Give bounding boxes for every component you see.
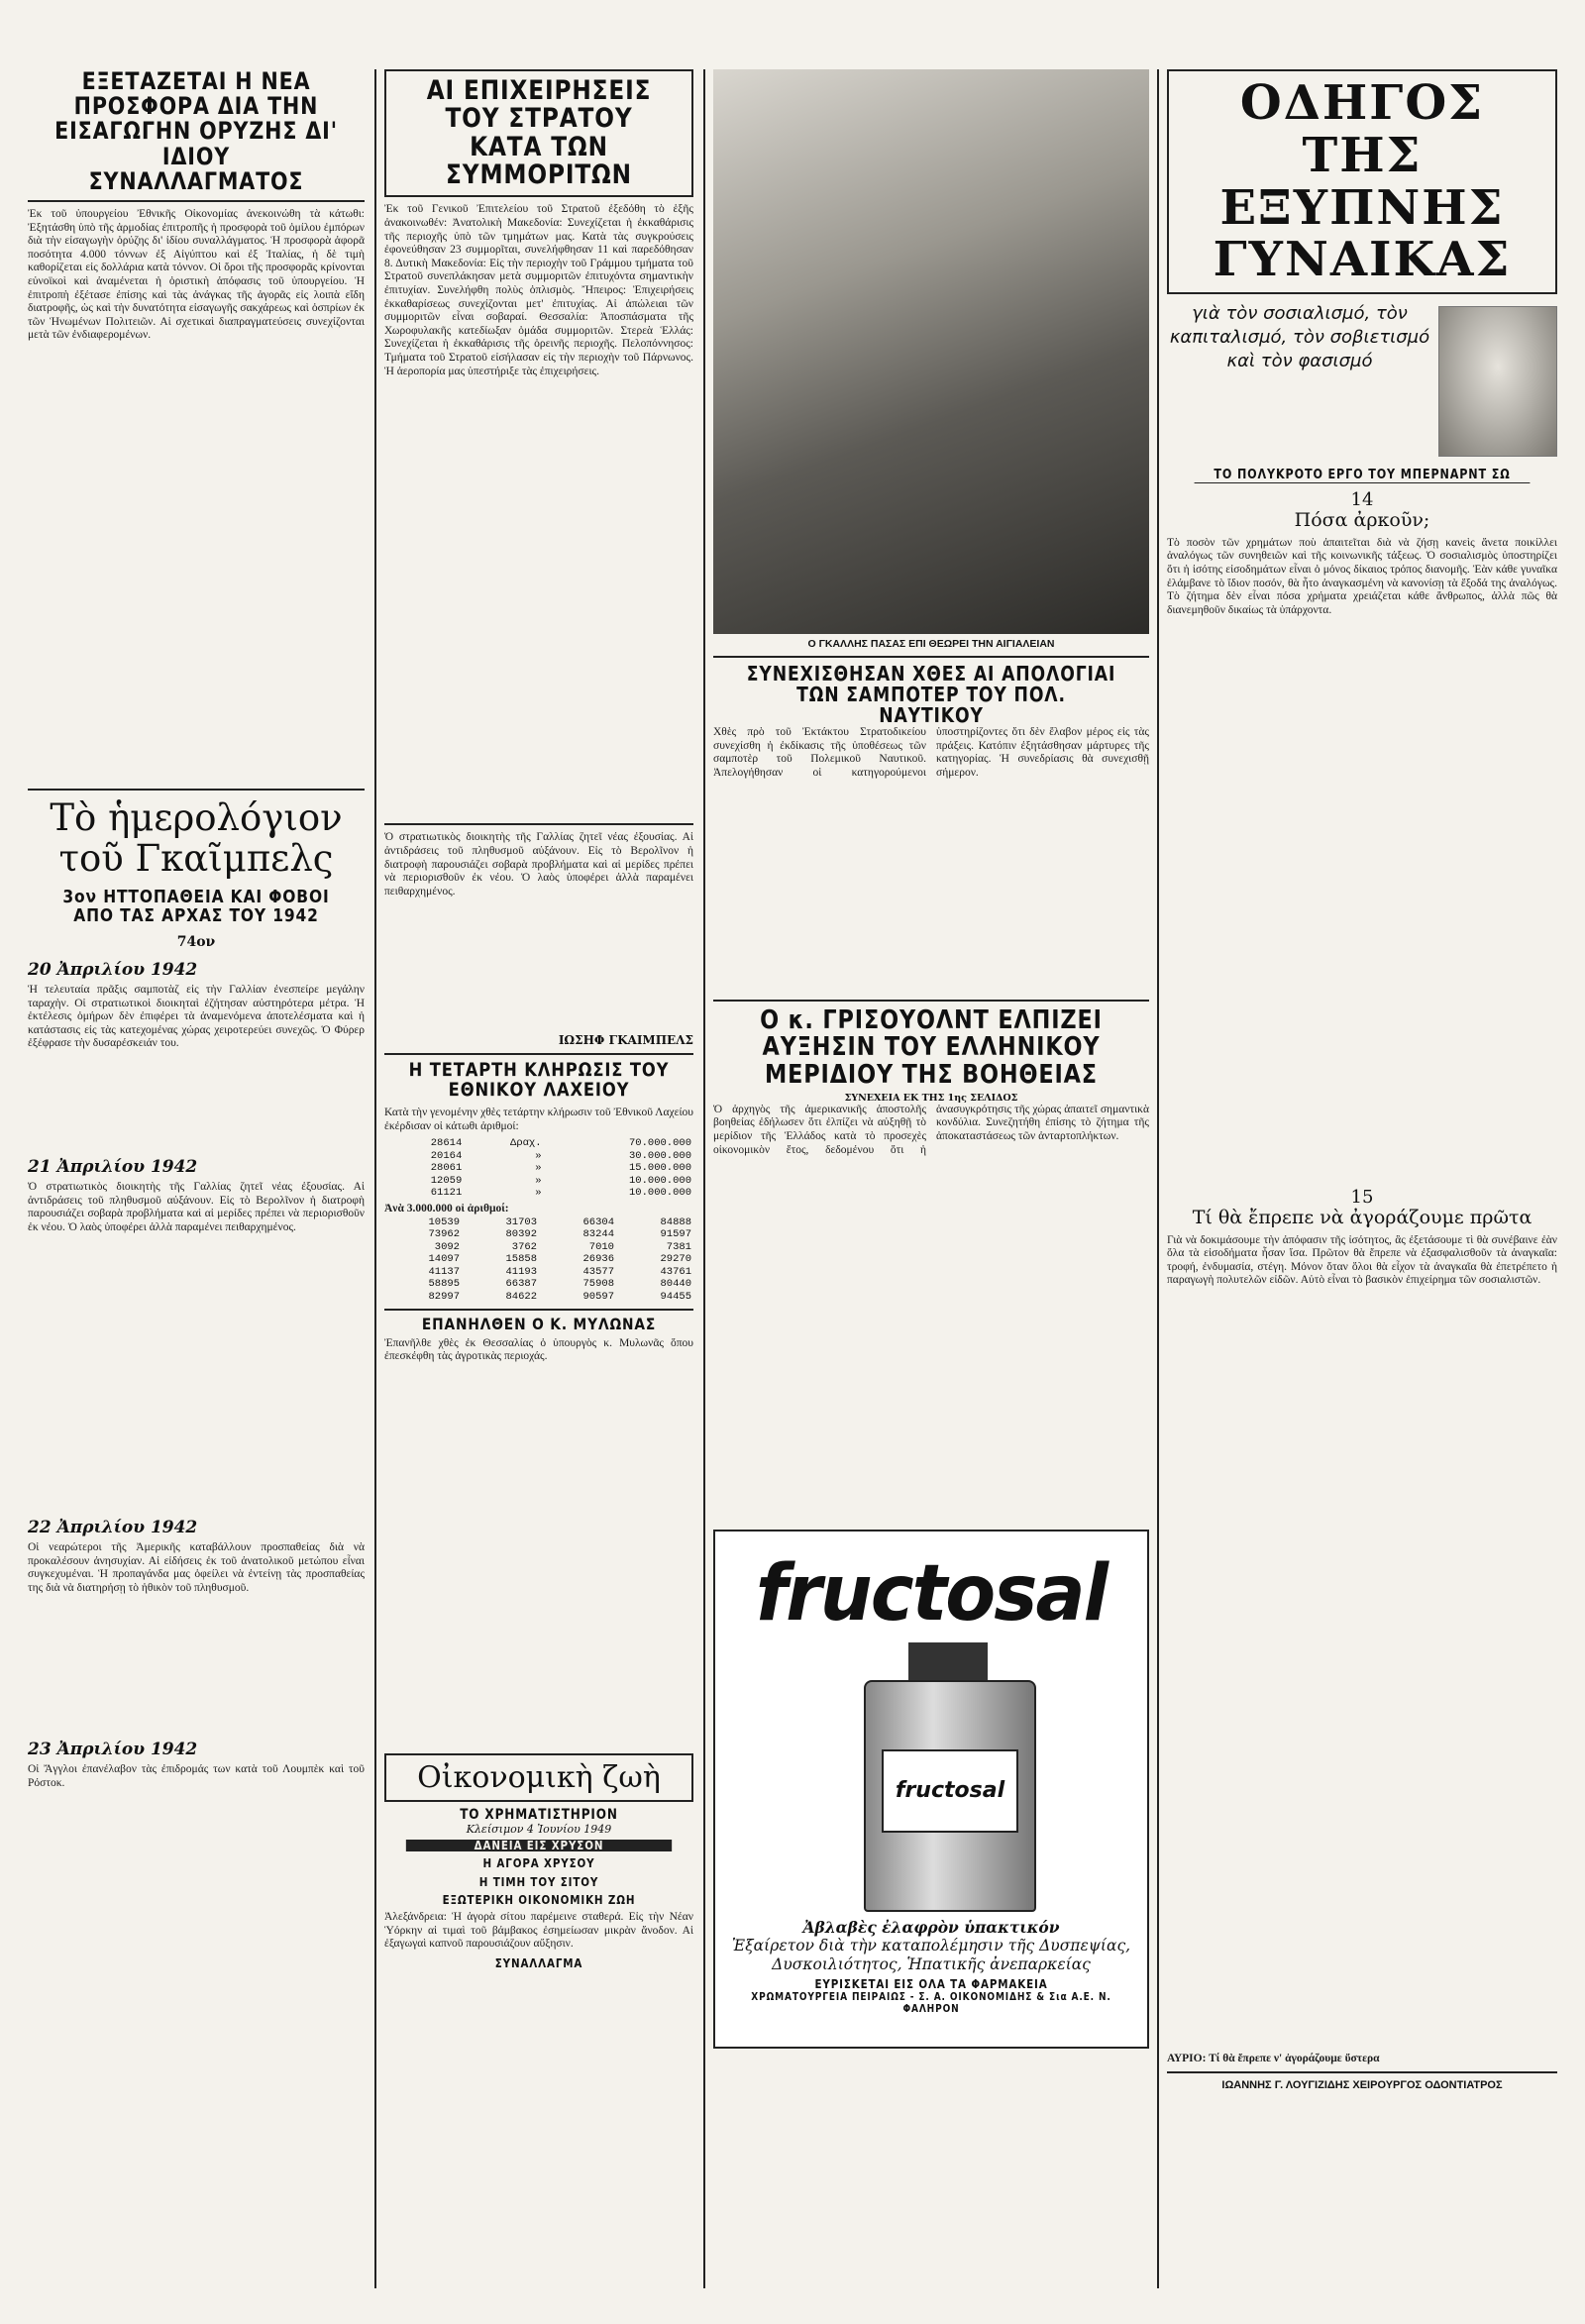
economy-title: Οἰκονομικὴ ζωὴ — [417, 1760, 661, 1795]
column-5 — [1167, 69, 1557, 2288]
news-photo — [713, 69, 1149, 634]
article-section-14: Τὸ ποσὸν τῶν χρημάτων ποὺ ἀπαιτεῖται διὰ νὰ ζήσῃ κανεὶς ἄνετα ποικίλλει ἀναλόγως τῶν συνηθειῶν καὶ τῆς κοινωνικῆς τάξεως. Ὁ σοσιαλισμὸς ὑποστηρίζει ὅτι ἡ ἰσότης εἰσοδημάτων εἶναι ὁ μόνος δίκαιος τρόπος διανομῆς. Ἐὰν κάθε γυναῖκα ἐλάμβανε τὸ ἴδιον ποσόν, θὰ ἦτο ἀναγκασμένη νὰ κανονίσῃ τὰ ἔξοδά της ἀναλόγως. Τὸ ζήτημα δὲν εἶναι πόσα χρήματα χρειάζεται κάθε ἄνθρωπος, ἀλλὰ πῶς θὰ διανεμηθοῦν δικαίως τὰ ὑπάρχοντα. — [1167, 536, 1557, 616]
shaw-portrait — [1438, 306, 1557, 457]
column-rule — [374, 69, 376, 2288]
column-rule — [703, 69, 705, 2288]
lottery-prize-row: 20164 » 30.000.000 — [430, 1149, 691, 1162]
ad-availability: ΕΥΡΙΣΚΕΤΑΙ ΕΙΣ ΟΛΑ ΤΑ ΦΑΡΜΑΚΕΙΑ — [814, 1976, 1048, 1991]
lottery-group-table — [384, 1216, 693, 1303]
tomorrow-note: ΑΥΡΙΟ: Τί θὰ ἔπρεπε ν' ἀγοράζουμε ὕστερα — [1167, 2052, 1380, 2064]
subhead-goebbels-diary: 3ον ΗΤΤΟΠΑΘΕΙΑ ΚΑΙ ΦΟΒΟΙ ΑΠΟ ΤΑΣ ΑΡΧΑΣ ΤΟΥ 1942 — [62, 887, 330, 927]
diary-date: 21 Ἀπριλίου 1942 — [28, 1157, 198, 1178]
headline-lottery: Η ΤΕΤΑΡΤΗ ΚΛΗΡΩΣΙΣ ΤΟΥ ΕΘΝΙΚΟΥ ΛΑΧΕΙΟΥ — [408, 1059, 670, 1102]
headline-griswold: Ο κ. ΓΡΙΣΟΥΟΛΝΤ ΕΛΠΙΖΕΙ ΑΥΞΗΣΙΝ ΤΟΥ ΕΛΛΗΝΙΚΟΥ ΜΕΡΙΔΙΟΥ ΤΗΣ ΒΟΗΘΕΙΑΣ — [760, 1005, 1103, 1090]
article-rice-import: Ἐκ τοῦ ὑπουργείου Ἐθνικῆς Οἰκονομίας ἀνεκοινώθη τὰ κάτωθι: Ἐξητάσθη ὑπὸ τῆς ἁρμοδίας ἐπιτροπῆς ἡ προσφορὰ τοῦ ὁμίλου ἐμπόρων διὰ τὴν εἰσαγωγὴν ὀρύζης δι' ἰδίου συναλλάγματος. Ἡ προσφορὰ ἀφορᾶ ποσότητα 4.000 τόννων ἐξ Αἰγύπτου καὶ ἐξ Ἰταλίας, ἡ δὲ τιμὴ καθορίζεται εἰς δολλάρια κατὰ τόννον. Οἱ ὅροι τῆς προσφορᾶς κρίνονται εὐνοϊκοὶ καὶ ἀναμένεται ἡ ὁριστικὴ ἀπόφασις τοῦ ὑπουργείου. Ἡ ἐπιτροπὴ ἐξέτασε ἐπίσης καὶ τὰς ἀνάγκας τῆς ἀγορᾶς εἰς λοιπὰ εἴδη διατροφῆς, ὡς καὶ τὴν δυνατότητα εἰσαγωγῆς σακχάρεως καὶ ὀσπρίων ἐκ τῶν Ἡνωμένων Πολιτειῶν. Αἱ σχετικαὶ διαπραγματεύσεις συνεχίζονται μετὰ τῶν ἐνδιαφερομένων. — [28, 207, 365, 342]
lottery-group-label: Ἀνὰ 3.000.000 οἱ ἀριθμοί: — [384, 1203, 509, 1215]
column-3 — [713, 69, 1149, 2288]
closing-date: Κλείσιμον 4 Ἰουνίου 1949 — [466, 1822, 612, 1836]
diary-date: 22 Ἀπριλίου 1942 — [28, 1518, 198, 1538]
article-saboteurs: Χθὲς πρὸ τοῦ Ἐκτάκτου Στρατοδικείου συνεχίσθη ἡ ἐκδίκασις τῆς ὑποθέσεως τῶν σαμποτὲρ τοῦ Πολεμικοῦ Ναυτικοῦ. Ἀπελογήθησαν οἱ κατηγορούμενοι ὑποστηρίζοντες ὅτι δὲν ἔλαβον μέρος εἰς τὰς πράξεις. Κατόπιν ἐξητάσθησαν μάρτυρες τῆς κατηγορίας. Ἡ συνεδρίασις θὰ συνεχισθῇ σήμερον. — [713, 726, 1149, 779]
diary-entry: Ἡ τελευταία πρᾶξις σαμποτὰζ εἰς τὴν Γαλλίαν ἐνεσπείρε μεγάλην ταραχὴν. Οἱ στρατιωτικοὶ διοικηταὶ ἐζήτησαν αὐστηρότερα μέτρα. Ἡ ἐκτέλεσις ὁμήρων δὲν ἐπιφέρει τὰ ἀναμενόμενα ἀποτελέσματα καὶ ἡ κατάστασις εἰς τὰς κατεχομένας χώρας χειροτερεύει συνεχῶς. Ὁ Φύρερ ἐξέφρασε τὴν δυσαρέσκειάν του. — [28, 984, 365, 1050]
continued-note: ΣΥΝΕΧΕΙΑ ΕΚ ΤΗΣ 1ης ΣΕΛΙΔΟΣ — [844, 1092, 1018, 1104]
loans-title: ΔΑΝΕΙΑ ΕΙΣ ΧΡΥΣΟΝ — [406, 1840, 672, 1852]
fructosal-logo: fructosal — [755, 1548, 1108, 1638]
lottery-group-row: 10539 31703 66304 84888 — [428, 1216, 691, 1229]
column-rule — [1157, 69, 1159, 2288]
wheat-price-title: Η ΤΙΜΗ ΤΟΥ ΣΙΤΟΥ — [478, 1874, 599, 1889]
newspaper-page — [28, 69, 1557, 2288]
lottery-group-row: 82997 84622 90597 94455 — [428, 1290, 691, 1303]
column-1 — [28, 69, 365, 2288]
article-section-15: Γιὰ νὰ δοκιμάσουμε τὴν ἀπόφασιν τῆς ἰσότητος, ἂς ἐξετάσουμε τὶ θὰ συνέβαινε ἐὰν ὅλα τὰ εἰσοδήματα ἦσαν ἴσα. Πρῶτον θὰ ἔπρεπε νὰ ἐξασφαλισθοῦν τὰ ἀναγκαῖα: τροφή, ἐνδυμασία, στέγη. Μόνον ὅταν ὅλοι θὰ εἶχον τὰ ἀναγκαῖα θὰ ἐπετρέπετο ἡ παραγωγὴ πολυτελῶν εἰδῶν. Αὐτὸ εἶναι τὸ βασικὸν ἐπιχείρημα τῶν σοσιαλιστῶν. — [1167, 1233, 1557, 1287]
ad-manufacturer: ΧΡΩΜΑΤΟΥΡΓΕΙΑ ΠΕΙΡΑΙΩΣ - Σ. Α. ΟΙΚΟΝΟΜΙΔΗΣ & Σια Α.Ε. Ν. ΦΑΛΗΡΟΝ — [751, 1991, 1111, 2015]
fructosal-ad — [713, 1530, 1149, 2049]
guide-tagline: γιὰ τὸν σοσιαλισμό, τὸν καπιταλισμό, τὸν σοβιετισμό καὶ τὸν φασισμό — [1169, 303, 1430, 372]
lottery-group-row: 3092 3762 7010 7381 — [434, 1240, 691, 1253]
fx-title: ΣΥΝΑΛΛΑΓΜΑ — [494, 1955, 583, 1970]
lottery-intro: Κατὰ τὴν γενομένην χθὲς τετάρτην κλήρωσιν τοῦ Ἐθνικοῦ Λαχείου ἐκέρδισαν οἱ κάτωθι ἀριθμοί: — [384, 1107, 693, 1132]
article-continued: Ὁ στρατιωτικὸς διοικητὴς τῆς Γαλλίας ζητεῖ νέας ἐξουσίας. Αἱ ἀντιδράσεις τοῦ πληθυσμοῦ αὐξάνουν. Εἰς τὸ Βερολῖνον ἡ διατροφὴ παρουσιάζει σοβαρὰ προβλήματα καὶ αἱ μερίδες πρέπει νὰ περιορισθοῦν ἐκ νέου. Ὁ λαὸς ὑποφέρει ἀλλὰ παραμένει πειθαρχημένος. — [384, 831, 693, 898]
section-title: Τί θὰ ἔπρεπε νὰ ἀγοράζουμε πρῶτα — [1192, 1206, 1532, 1228]
section-number: 15 — [1350, 1186, 1374, 1208]
headline-rice-import: ΕΞΕΤΑΖΕΤΑΙ Η ΝΕΑ ΠΡΟΣΦΟΡΑ ΔΙΑ ΤΗΝ ΕΙΣΑΓΩΓΗΝ ΟΡΥΖΗΣ ΔΙ' ΙΔΙΟΥ ΣΥΝΑΛΛΑΓΜΑΤΟΣ — [54, 69, 338, 195]
economy-text: Ἀλεξάνδρεια: Ἡ ἀγορὰ σίτου παρέμεινε σταθερά. Εἰς τὴν Νέαν Ὑόρκην αἱ τιμαὶ τοῦ βάμβακος ἐσημείωσαν μικρὰν ἄνοδον. Αἱ ἐξαγωγαὶ καπνοῦ παρουσιάζουν αὔξησιν. — [384, 1911, 693, 1951]
lottery-group-row: 58895 66387 75908 80440 — [428, 1278, 691, 1291]
headline-shaw-guide: ΟΔΗΓΟΣ ΤΗΣ ΕΞΥΠΝΗΣ ΓΥΝΑΙΚΑΣ — [1213, 75, 1512, 288]
bottle-label: fructosal — [882, 1749, 1018, 1833]
diary-date: 20 Ἀπριλίου 1942 — [28, 960, 198, 981]
exchange-title: ΤΟ ΧΡΗΜΑΤΙΣΤΗΡΙΟΝ — [460, 1807, 618, 1823]
lottery-prize-row: 28061 » 15.000.000 — [430, 1162, 691, 1175]
shaw-work-title: ΤΟ ΠΟΛΥΚΡΟΤΟ ΕΡΓΟ ΤΟΥ ΜΠΕΡΝΑΡΝΤ ΣΩ — [1195, 469, 1531, 483]
author-signature: ΙΩΣΗΦ ΓΚΑΙΜΠΕΛΣ — [558, 1033, 693, 1048]
headline-army-operations: ΑΙ ΕΠΙΧΕΙΡΗΣΕΙΣ ΤΟΥ ΣΤΡΑΤΟΥ ΚΑΤΑ ΤΩΝ ΣΥΜΜΟΡΙΤΩΝ — [426, 75, 652, 191]
lottery-prize-row: 28614 Δραχ. 70.000.000 — [430, 1137, 691, 1150]
ad-description: Ἐξαίρετον διὰ τὴν καταπολέμησιν τῆς Δυσπεψίας, Δυσκοιλιότητος, Ἡπατικῆς ἀνεπαρκείας — [731, 1936, 1131, 1973]
diary-entry: Οἱ Ἄγγλοι ἐπανέλαβον τὰς ἐπιδρομάς των κατὰ τοῦ Λουμπὲκ καὶ τοῦ Ρόστοκ. — [28, 1763, 365, 1789]
installment-number: 74ον — [176, 934, 216, 951]
section-title: Πόσα ἀρκοῦν; — [1294, 508, 1430, 531]
article-griswold: Ὁ ἀρχηγὸς τῆς ἀμερικανικῆς ἀποστολῆς βοηθείας ἐδήλωσεν ὅτι ἐλπίζει νὰ αὐξηθῇ τὸ μερίδιον τῆς Ἑλλάδος κατὰ τὸ προσεχὲς οἰκονομικὸν ἔτος, δεδομένου ὅτι ἡ ἀνασυγκρότησις τῆς χώρας ἀπαιτεῖ σημαντικὰ κονδύλια. Συνεζητήθη ἐπίσης τὸ ζήτημα τῆς ἀποκαταστάσεως τῶν ἀνταρτοπλήκτων. — [713, 1103, 1149, 1156]
headline-mylonas: ΕΠΑΝΗΛΘΕΝ Ο Κ. ΜΥΛΩΝΑΣ — [421, 1314, 657, 1333]
headline-goebbels-diary: Τὸ ἡμερολόγιον τοῦ Γκαῖμπελς — [50, 795, 343, 880]
headline-saboteurs: ΣΥΝΕΧΙΣΘΗΣΑΝ ΧΘΕΣ ΑΙ ΑΠΟΛΟΓΙΑΙ ΤΩΝ ΣΑΜΠΟΤΕΡ ΤΟΥ ΠΟΛ. ΝΑΥΤΙΚΟΥ — [746, 662, 1116, 727]
lottery-group-row: 14097 15858 26936 29270 — [428, 1253, 691, 1266]
ad-tagline: Ἀβλαβὲς ἐλαφρὸν ὑπακτικόν — [802, 1917, 1060, 1937]
foreign-title: ΕΞΩΤΕΡΙΚΗ ΟΙΚΟΝΟΜΙΚΗ ΖΩΗ — [442, 1893, 636, 1908]
article-army-operations: Ἐκ τοῦ Γενικοῦ Ἐπιτελείου τοῦ Στρατοῦ ἐξεδόθη τὸ ἑξῆς ἀνακοινωθέν: Ἀνατολικὴ Μακεδονία: Συνεχίζεται ἡ ἐκκαθάρισις τῆς περιοχῆς ὑπὸ τῶν τμημάτων μας. Κατὰ τὰς συγκρούσεις ἐφονεύθησαν 23 συμμορῖται, συνελήφθησαν 11 καὶ παρεδόθησαν 8. Δυτικὴ Μακεδονία: Εἰς τὴν περιοχὴν τοῦ Γράμμου τμήματα τοῦ Στρατοῦ συνεπλάκησαν μετὰ συμμοριτῶν ἐπιτυχόντα σημαντικὴν ἐπιτυχίαν. Συνελήφθη πολὺς ὁπλισμὸς. Ἤπειρος: Ἐπιχειρήσεις ἐκκαθαρίσεως συνεχίζονται μετ' ἐπιτυχίας. Αἱ ἀπώλειαι τῶν συμμοριτῶν εἶναι σοβαραί. Θεσσαλία: Ἀποσπάσματα τῆς Χωροφυλακῆς κατεδίωξαν ὁμάδα συμμοριτῶν. Στερεὰ Ἑλλάς: Συνεχίζεται ἡ ἐκκαθάρισις τῆς ὀρεινῆς περιοχῆς. Πελοπόννησος: Τμήματα τοῦ Στρατοῦ εἰσήλασαν εἰς τὴν περιοχὴν τοῦ Πάρνωνος. Ἡ ἀεροπορία μας ὑπεστήριξε τὰς ἐπιχειρήσεις. — [384, 203, 693, 377]
photo-caption: Ο ΓΚΑΛΛΗΣ ΠΑΣΑΣ ΕΠΙ ΘΕΩΡΕΙ ΤΗΝ ΑΙΓΙΑΛΕΙΑΝ — [807, 638, 1055, 650]
dentist-ad: ΙΩΑΝΝΗΣ Γ. ΛΟΥΓΙΖΙΔΗΣ ΧΕΙΡΟΥΡΓΟΣ ΟΔΟΝΤΙΑΤΡΟΣ — [1221, 2079, 1503, 2092]
lottery-prize-row: 61121 » 10.000.000 — [430, 1187, 691, 1200]
article-mylonas: Ἐπανῆλθε χθὲς ἐκ Θεσσαλίας ὁ ὑπουργὸς κ. Μυλωνᾶς ὅπου ἐπεσκέφθη τὰς ἀγροτικὰς περιοχάς. — [384, 1336, 693, 1363]
gold-title: Η ΑΓΟΡΑ ΧΡΥΣΟΥ — [482, 1856, 595, 1871]
lottery-prize-row: 12059 » 10.000.000 — [430, 1174, 691, 1187]
lottery-group-row: 73962 80392 83244 91597 — [428, 1228, 691, 1241]
lottery-group-row: 41137 41193 43577 43761 — [428, 1265, 691, 1278]
diary-entry: Ὁ στρατιωτικὸς διοικητὴς τῆς Γαλλίας ζητεῖ νέας ἐξουσίας. Αἱ ἀντιδράσεις τοῦ πληθυσμοῦ αὐξάνουν. Εἰς τὸ Βερολῖνον ἡ διατροφὴ παρουσιάζει σοβαρὰ προβλήματα καὶ αἱ μερίδες πρέπει νὰ περιορισθοῦν ἐκ νέου. Ὁ λαὸς ὑποφέρει ἀλλὰ παραμένει πειθαρχημένος. — [28, 1181, 365, 1233]
diary-date: 23 Ἀπριλίου 1942 — [28, 1740, 198, 1760]
economy-section — [384, 1753, 693, 2288]
lottery-prize-table — [384, 1137, 693, 1199]
diary-entry: Οἱ νεαρώτεροι τῆς Ἀμερικῆς καταβάλλουν προσπαθείας διὰ νὰ προκαλέσουν ἀνησυχίαν. Αἱ εἰδήσεις ἐκ τοῦ ἀνατολικοῦ μετώπου εἶναι συγκεχυμέναι. Ἡ προπαγάνδα μας ὀφείλει νὰ ἐντείνῃ τὰς προσπαθείας της διὰ νὰ διατηρήσῃ τὸ ἠθικὸν τοῦ πληθυσμοῦ. — [28, 1541, 365, 1594]
section-number: 14 — [1350, 488, 1374, 510]
